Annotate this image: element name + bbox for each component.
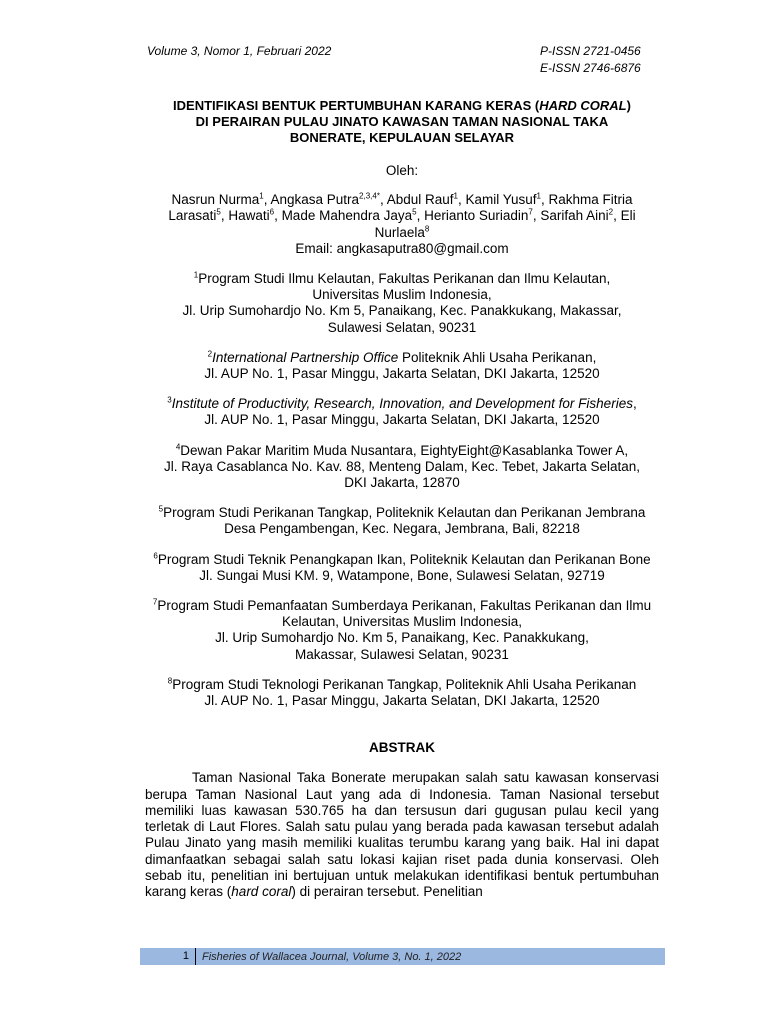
affiliation-line: Program Studi Pemanfaatan Sumberdaya Perikanan, Fakultas Perikanan dan Ilmu Kelautan, Universitas Muslim Indonesia, [157,598,652,630]
author-affil-sup: 1 [536,191,541,201]
affiliation-number: 3 [167,395,172,405]
affiliation-line: Desa Pengambengan, Kec. Negara, Jembrana, Bali, 82218 [224,521,580,537]
p-issn: P-ISSN 2721-0456 [540,44,641,58]
e-issn: E-ISSN 2746-6876 [540,61,641,75]
affiliation-number: 8 [167,676,173,686]
affiliation-7 [145,598,659,663]
affiliation-line: , [632,396,637,412]
page-number: 1 [140,948,196,965]
author-affil-sup: 1 [453,191,458,201]
page-footer [140,948,665,965]
affiliation-line: Jl. AUP No. 1, Pasar Minggu, Jakarta Selatan, DKI Jakarta, 12520 [204,412,600,428]
affiliation-2 [145,350,659,382]
author-affil-sup: 8 [424,224,430,234]
affiliation-3 [145,396,659,428]
affiliation-line: Program Studi Teknologi Perikanan Tangkap, Politeknik Ahli Usaha Perikanan [172,676,637,692]
abstract-body-end: ) di perairan tersebut. Penelitian [291,884,483,900]
affiliation-number: 1 [193,270,199,280]
title-line1: IDENTIFIKASI BENTUK PERTUMBUHAN KARANG KERAS ( [173,98,540,113]
affiliation-line: Jl. Raya Casablanca No. Kav. 88, Menteng Dalam, Kec. Tebet, Jakarta Selatan, [163,458,640,474]
oleh-label: Oleh: [385,163,419,178]
affiliation-italic: Institute of Productivity, Research, Innovation, and Development for Fisheries [171,396,633,412]
affiliation-line: Jl. Sungai Musi KM. 9, Watampone, Bone, Sulawesi Selatan, 92719 [199,567,605,583]
journal-volume: Volume 3, Nomor 1, Februari 2022 [147,44,332,58]
author-affil-sup: 5 [412,207,417,217]
title-italic: HARD CORAL [539,98,627,113]
affiliation-line: Sulawesi Selatan, 90231 [327,319,477,335]
affiliation-line: Program Studi Teknik Penangkapan Ikan, Politeknik Kelautan dan Perikanan Bone [157,551,651,567]
title-line2: DI PERAIRAN PULAU JINATO KAWASAN TAMAN NASIONAL TAKA [195,114,609,129]
affiliation-5 [145,505,659,537]
author-name: , Eli Nurlaela [374,208,636,240]
affiliation-number: 5 [158,504,164,514]
paper-body [145,98,659,914]
author-name: , Angkasa Putra [263,192,360,208]
affiliation-line: Program Studi Ilmu Kelautan, Fakultas Perikanan dan Ilmu Kelautan, [198,271,611,287]
abstract-italic-term: hard coral [231,884,292,900]
footer-journal: Fisheries of Wallacea Journal, Volume 3, No. 1, 2022 [202,950,462,963]
affiliation-line: Jl. AUP No. 1, Pasar Minggu, Jakarta Selatan, DKI Jakarta, 12520 [204,366,600,382]
author-name: , Made Mahendra Jaya [274,208,413,224]
affiliation-1 [145,271,659,336]
abstract-heading: ABSTRAK [369,740,435,756]
affiliation-line: Makassar, Sulawesi Selatan, 90231 [295,646,509,662]
affiliation-line: Jl. AUP No. 1, Pasar Minggu, Jakarta Selatan, DKI Jakarta, 12520 [204,693,600,709]
affiliation-line: Dewan Pakar Maritim Muda Nusantara, EightyEight@Kasablanka Tower A, [180,442,629,458]
author-name: , Sarifah Aini [532,208,609,224]
author-affil-sup: 7 [528,207,533,217]
author-list [145,192,659,257]
affiliation-number: 6 [153,551,158,561]
abstract-text [145,770,659,900]
affiliation-line: DKI Jakarta, 12870 [344,475,460,491]
affiliation-line: Jl. Urip Sumohardjo No. Km 5, Panaikang, Kec. Panakkukang, Makassar, [182,303,622,319]
affiliation-line: Jl. Urip Sumohardjo No. Km 5, Panaikang, Kec. Panakkukang, [215,630,589,646]
affiliation-line: Program Studi Perikanan Tangkap, Politeknik Kelautan dan Perikanan Jembrana [163,505,646,521]
corresponding-email: Email: angkasaputra80@gmail.com [295,240,509,256]
author-affil-sup: 1 [259,191,264,201]
author-affil-sup: 5 [216,207,221,217]
author-name: , Herianto Suriadin [416,208,529,224]
affiliation-6 [145,552,659,584]
author-affil-sup: 2 [608,207,614,217]
author-name: , Rakhma Fitria Larasati [168,192,633,224]
author-name: , Hawati [220,208,270,224]
affiliation-4 [145,443,659,492]
author-affil-sup: 2,3,4* [359,191,380,201]
title-close-paren: ) [626,98,631,113]
affiliation-line: Politeknik Ahli Usaha Perikanan, [398,349,597,365]
author-name: Nasrun Nurma [171,192,260,208]
affiliation-number: 2 [207,349,213,359]
title-line3: BONERATE, KEPULAUAN SELAYAR [289,130,515,145]
affiliation-number: 4 [175,442,181,452]
affiliation-number: 7 [152,597,158,607]
paper-title [145,98,659,146]
author-affil-sup: 6 [269,207,275,217]
author-name: , Abdul Rauf [379,192,454,208]
abstract-body: Taman Nasional Taka Bonerate merupakan salah satu kawasan konservasi berupa Taman Nasional Laut yang ada di Indonesia. Taman Nasional tersebut memiliki luas kawasan 530.765 ha dan tersusun dari gugusan pulau kecil yang terletak di Laut Flores. Salah satu pulau yang berada pada kawasan tersebut adalah Pulau Jinato yang masih memiliki kualitas terumbu karang yang baik. Hal ini dapat dimanfaatkan sebagai salah satu lokasi kajian riset pada dunia konservasi. Oleh sebab itu, penelitian ini bertujuan untuk melakukan identifikasi bentuk pertumbuhan karang keras ( [145,770,659,900]
affiliation-8 [145,677,659,709]
affiliation-line: Universitas Muslim Indonesia, [312,287,492,303]
affiliation-italic: International Partnership Office [212,349,399,365]
author-name: , Kamil Yusuf [457,192,537,208]
